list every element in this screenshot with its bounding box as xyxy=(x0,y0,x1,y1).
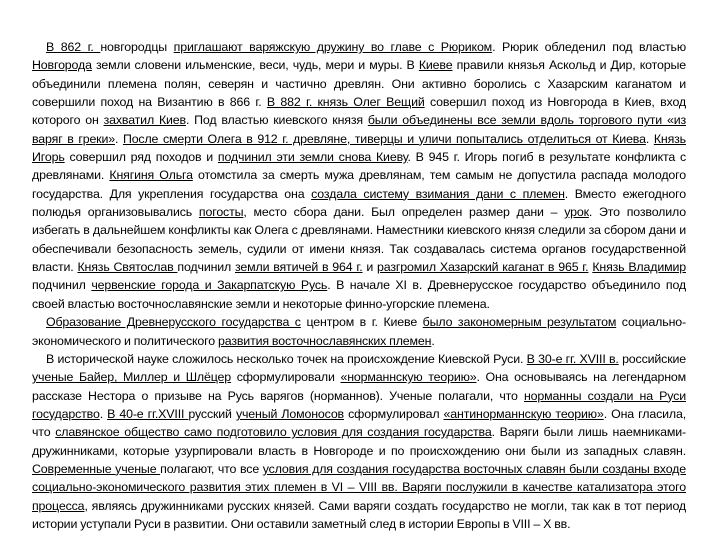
underlined-text-run: В 40-е гг.XVIII xyxy=(107,406,189,421)
underlined-text-run: ученые Байер, Миллер и Шлёцер xyxy=(32,370,232,385)
underlined-text-run: подчинил эти земли снова Киеву xyxy=(217,150,408,165)
underlined-text-run: разгромил Хазарский каганат в 965 г. xyxy=(377,260,589,275)
underlined-text-run: Князь Владимир xyxy=(592,260,686,275)
text-run: совершил поход из Новгорода в Киев, вход которого он xyxy=(32,95,686,128)
paragraph-state-formation xyxy=(32,313,686,350)
underlined-text-run: развития восточнославянских племен xyxy=(218,333,432,348)
text-run: русский xyxy=(188,406,236,421)
text-run: . В начале XI в. Древнерусское государство объединило под своей властью восточнославянские земли и некоторые финно-угорские племена. xyxy=(32,278,687,311)
text-run: . Это позволило избегать в дальнейшем конфликты как Олега с древлянами. Наместники киевского князя следили за сбором дани и обеспечивали безопасность земель, судили от имени князя. Так создавалась система органов государственной власти. xyxy=(32,205,686,275)
text-run: подчинил xyxy=(32,278,92,293)
text-run: . Вместо ежегодного полюдья организовывались xyxy=(32,186,687,220)
text-run: . xyxy=(431,333,435,348)
underlined-text-run: Князь Святослав xyxy=(77,260,178,275)
underlined-text-run: В 882 г. князь Олег Вещий xyxy=(266,95,425,110)
text-run: . Она гласила, что xyxy=(32,406,686,440)
text-run: . Рюрик обледенил под властью xyxy=(492,40,686,54)
text-run: земли словени ильменские, веси, чудь, мери и муры. В xyxy=(91,58,419,73)
text-run: . В 945 г. Игорь погиб в результате конфликта с древлянами. xyxy=(32,150,687,183)
underlined-text-run: захватил Киев xyxy=(103,113,186,128)
underlined-text-run: В 862 г. xyxy=(46,40,101,54)
underlined-text-run: Образование Древнерусского государства с xyxy=(46,315,301,330)
underlined-text-run: земли вятичей в 964 г. xyxy=(235,260,363,275)
paragraph-origin-theories xyxy=(32,350,686,533)
text-run: российские xyxy=(618,351,687,366)
underlined-text-run: «норманнскую теорию» xyxy=(340,370,477,385)
underlined-text-run: «антинорманнскую теорию» xyxy=(443,406,604,421)
underlined-text-run: В 30-е гг. XVIII в. xyxy=(526,351,619,366)
text-run: сформулировал xyxy=(344,406,444,421)
underlined-text-run: приглашают варяжскую дружину во главе с Рюриком xyxy=(173,40,493,54)
underlined-text-run: было закономерным результатом xyxy=(422,315,617,330)
paragraph-kievan-rus-formation xyxy=(32,38,686,313)
underlined-text-run: Княгиня Ольга xyxy=(109,168,193,183)
text-run: подчинил xyxy=(177,260,235,275)
underlined-text-run: ученый Ломоносов xyxy=(235,406,344,421)
underlined-text-run: Киеве xyxy=(418,58,453,73)
underlined-text-run: норманны создали на Руси государство xyxy=(32,388,686,421)
underlined-text-run: погосты xyxy=(198,205,244,220)
text-run: . xyxy=(99,406,108,421)
underlined-text-run: Современные ученые xyxy=(32,461,161,476)
text-run: полагают, что все xyxy=(160,461,263,476)
underlined-text-run: славянское общество само подготовило условия для создания государства xyxy=(55,425,492,440)
text-run: В исторической науке сложилось несколько точек на происхождение Киевской Руси. xyxy=(46,351,527,366)
text-run: . Она основываясь на легендарном рассказе Нестора о призыве на Русь варягов (норманнов). Ученые полагали, что xyxy=(32,370,686,403)
text-run: отомстила за смерть мужа древлянам, тем самым не допустила распада молодого государства. Для укрепления государства она xyxy=(32,168,686,201)
text-run: . Варяги были лишь наемниками-дружинниками, которые узурпировали власть в Новгороде и по происхождению они были из западных славян. xyxy=(32,425,686,458)
underlined-text-run: создала систему взимания дани с племен xyxy=(311,186,565,201)
underlined-text-run: были объединены все земли вдоль торгового пути «из варяг в греки» xyxy=(32,113,686,146)
text-run: . Под властью киевского князя xyxy=(185,113,368,128)
underlined-text-run: Князь Игорь xyxy=(32,131,686,165)
underlined-text-run: урок xyxy=(564,205,589,220)
text-run: совершил ряд походов и xyxy=(64,150,218,165)
text-run: . xyxy=(114,131,123,146)
text-run: правили князья Аскольд и Дир, которые объединили племена полян, северян и частично древлян. Они активно боролись с Хазарским каганатом и совершили поход на Византию в 866 г. xyxy=(32,58,686,110)
text-run: социально-экономического и политического xyxy=(32,315,686,348)
text-run: . xyxy=(645,131,654,146)
underlined-text-run: Новгорода xyxy=(32,58,92,73)
underlined-text-run: условия для создания государства восточных славян были созданы входе социально-экономического развития этих племен в VI – VIII вв. Варяги послужили в качестве катализатора этого процесса xyxy=(32,461,686,513)
text-run: и xyxy=(362,260,378,275)
text-run: сформулировали xyxy=(231,370,341,385)
text-run: , являясь дружинниками русских князей. Сами варяги создать государство не могли, так как в тот период истории уступали Руси в развитии. Они оставили заметный след в истории Европы в VIII – X вв. xyxy=(32,498,686,531)
underlined-text-run: После смерти Олега в 912 г. древляне, тиверцы и уличи попытались отделиться от Киева xyxy=(122,131,646,146)
underlined-text-run: червенские города и Закарпатскую Русь xyxy=(91,278,328,293)
text-run: , место сбора дани. Был определен размер дани – xyxy=(243,205,565,220)
history-text xyxy=(32,38,686,533)
text-run: центром в г. Киеве xyxy=(300,315,423,330)
text-run: новгородцы xyxy=(100,40,174,54)
